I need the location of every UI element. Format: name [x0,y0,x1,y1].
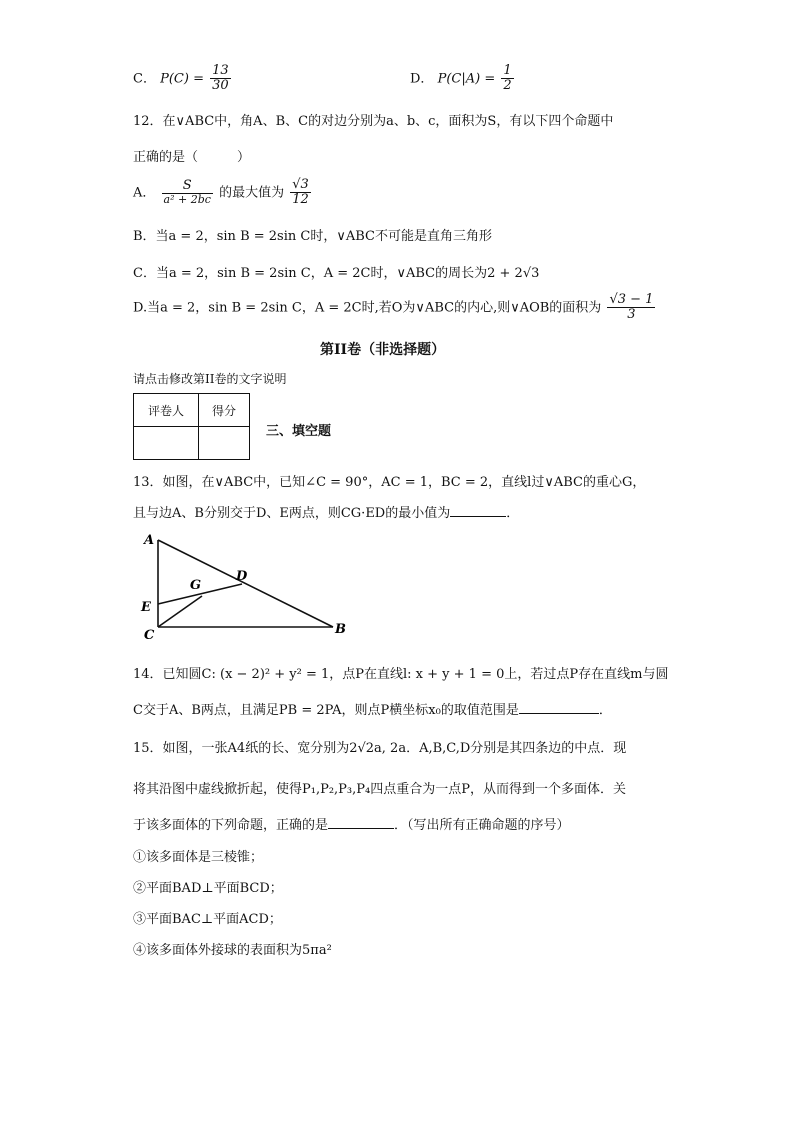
fraction [162,179,213,206]
q15-stem-line3 [133,814,570,833]
answer-blank[interactable] [519,701,599,714]
stem-text: 于该多面体的下列命题，正确的是 [133,818,329,833]
table-header-grader: 评卷人 [134,394,199,427]
label-c: C [144,628,155,643]
fraction-numerator: √3 − 1 [609,292,654,307]
q12-option-a [133,178,313,208]
fraction-numerator: S [162,179,213,194]
option-expr: P(C) = [160,71,204,87]
q11-option-c [133,64,233,94]
stem-end: ． [598,703,612,718]
option-text: 的最大值为 [219,185,285,201]
fraction [607,293,655,323]
q14-stem-line2 [133,699,612,718]
fraction-numerator: 13 [212,63,229,78]
section-note: 请点击修改第II卷的文字说明 [133,372,287,386]
label-a: A [144,533,155,548]
option-label: A． [133,185,156,201]
fraction-numerator: 1 [503,63,512,78]
answer-blank[interactable] [450,504,506,517]
q15-item-1: ①该多面体是三棱锥； [133,850,264,865]
option-text: D.当a = 2，sin B = 2sin C，A = 2C时,若O为∨ABC的内心,则∨AOB的面积为 [133,300,602,316]
q11-option-d [410,64,516,94]
fraction-denominator: a² + 2bc [163,193,211,207]
table-cell-grader[interactable] [134,427,199,460]
q14-stem-line1: 14．已知圆C: (x − 2)² + y² = 1，点P在直线l: x + y + 1 = 0上，若过点P存在直线m与圆 [133,667,669,682]
section-title: 第II卷（非选择题） [320,342,446,358]
fraction-numerator: √3 [292,177,309,192]
label-d: D [236,569,248,584]
q12-stem-line2: 正确的是（ ） [133,150,251,165]
q12-option-d [133,293,657,323]
q15-item-4: ④该多面体外接球的表面积为5πa² [133,943,332,958]
score-table [133,393,250,460]
q15-stem-line2: 将其沿图中虚线掀折起，使得P₁,P₂,P₃,P₄四点重合为一点P，从而得到一个多面体．关 [133,782,626,797]
q12-option-c: C．当a = 2，sin B = 2sin C，A = 2C时，∨ABC的周长为2 + 2√3 [133,266,540,281]
q15-item-2: ②平面BAD⊥平面BCD； [133,881,283,896]
fraction-denominator: 2 [503,78,512,94]
stem-text: 且与边A、B分别交于D、E两点，则CG·ED的最小值为 [133,506,451,521]
option-label: D． [410,71,434,87]
q13-stem-line2 [133,502,519,521]
fraction-denominator: 30 [212,78,229,94]
table-header-score: 得分 [199,394,250,427]
triangle-figure [136,530,356,645]
table-cell-score[interactable] [199,427,250,460]
q15-item-3: ③平面BAC⊥平面ACD； [133,912,282,927]
fraction [210,64,231,94]
fraction-denominator: 12 [292,192,309,208]
fraction [290,178,311,208]
q12-stem-line1: 12．在∨ABC中，角A、B、C的对边分别为a、b、c，面积为S，有以下四个命题中 [133,114,614,129]
stem-end: ． [506,506,520,521]
fraction [501,64,513,94]
stem-end: ．（写出所有正确命题的序号） [394,818,570,833]
answer-blank[interactable] [328,816,394,829]
label-g: G [190,578,202,593]
option-expr: P(C|A) = [437,71,496,87]
segment-cg [158,596,202,627]
label-e: E [141,600,151,615]
stem-text: C交于A、B两点，且满足PB = 2PA，则点P横坐标x₀的取值范围是 [133,703,519,718]
q13-stem-line1: 13．如图，在∨ABC中，已知∠C = 90°，AC = 1，BC = 2，直线l过∨ABC的重心G， [133,475,646,490]
q15-stem-line1: 15．如图，一张A4纸的长、宽分别为2√2a, 2a．A,B,C,D分别是其四条边的中点．现 [133,741,627,756]
label-b: B [335,622,346,637]
part-heading: 三、填空题 [266,424,332,439]
q12-option-b: B．当a = 2，sin B = 2sin C时，∨ABC不可能是直角三角形 [133,229,492,244]
fraction-denominator: 3 [627,307,636,323]
option-label: C． [133,71,156,87]
